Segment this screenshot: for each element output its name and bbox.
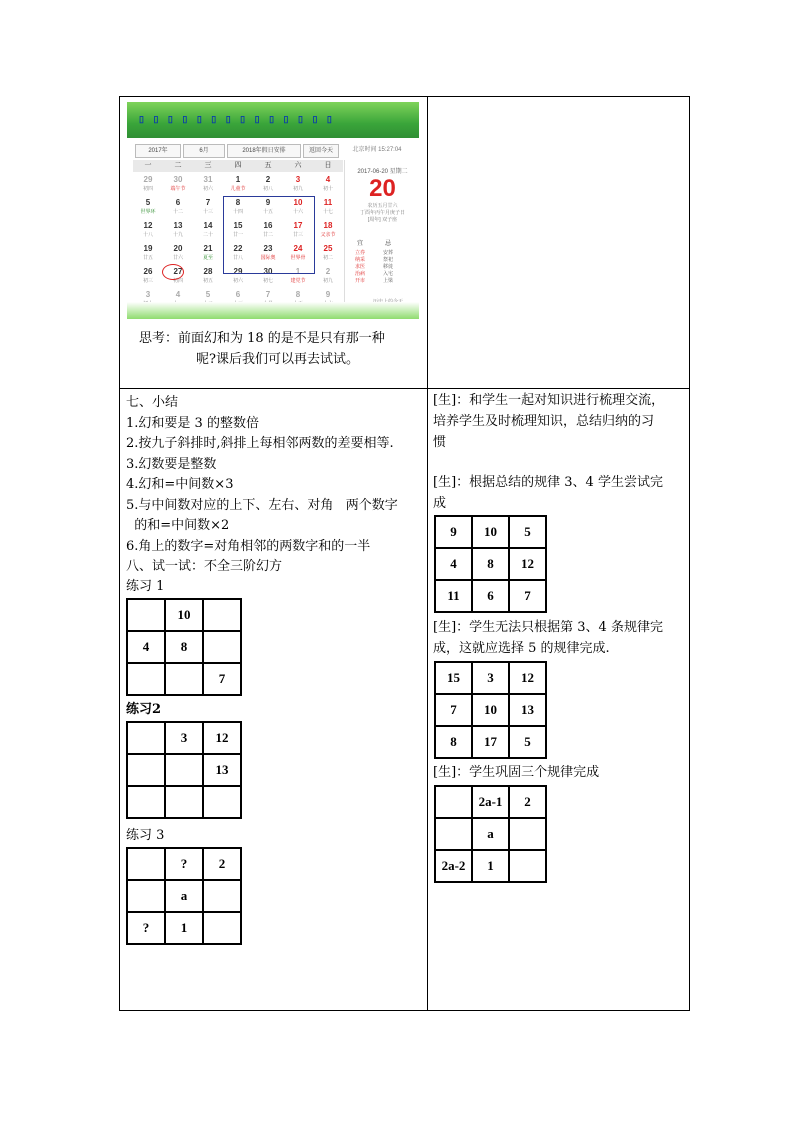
day-number: 2 [265,175,271,184]
day-lunar: 初三 [142,278,153,284]
right-p1-line2: 培养学生及时梳理知识，总结归纳的习 [433,414,655,429]
side-day: 20 [369,175,396,202]
right-p2-line2: 成 [433,496,447,511]
grid-cell [127,786,165,818]
holiday-select[interactable]: 2018年假日安排 [227,144,301,158]
solution-grid-2 [434,661,547,759]
calendar-day[interactable] [133,244,163,266]
grid-cell: 4 [435,548,472,580]
day-number: 1 [235,175,241,184]
summary-line: 5.与中间数对应的上下、左右、对角 两个数字 [126,497,398,513]
grid-row [127,754,241,786]
yi-item: 纳采 [355,257,366,263]
calendar-day[interactable] [193,244,223,266]
summary-line: 4.幻和=中间数×3 [126,477,234,492]
day-lunar: 父亲节 [320,232,336,238]
yi-item: 求医 [355,264,366,270]
calendar-day[interactable] [163,221,193,243]
calendar-day[interactable] [283,175,313,197]
grid-cell [509,818,546,850]
weekday-header: 六 [283,160,313,172]
calendar-banner [127,102,419,138]
row-divider [120,388,689,389]
calendar-day[interactable] [163,244,193,266]
grid-cell: 8 [472,548,509,580]
grid-cell: 8 [165,631,203,663]
day-number: 12 [143,221,153,230]
grid-row [435,818,546,850]
side-ganzhi: 丁酉年丙午月庚子日 [359,210,405,216]
ji-item: 上梁 [383,278,394,284]
grid-row [435,850,546,882]
selected-day-circle [162,264,184,280]
calendar-day[interactable] [133,198,163,220]
grid-cell [165,754,203,786]
summary-line: 3.幻数要是整数 [126,456,217,472]
grid-row [435,726,546,758]
grid-row [435,662,546,694]
day-lunar: 十六 [292,209,303,215]
grid-cell: ? [165,848,203,880]
ji-item: 入宅 [383,271,394,277]
calendar-day[interactable] [313,198,343,220]
day-number: 29 [233,267,243,276]
grid-row [435,548,546,580]
day-number: 18 [323,221,333,230]
day-number: 3 [295,175,301,184]
day-number: 6 [175,198,181,207]
weekday-header: 日 [313,160,343,172]
month-select[interactable]: 6月 [183,144,225,158]
grid-cell: 11 [435,580,472,612]
day-lunar: 十二 [172,209,183,215]
day-number: 2 [325,267,331,276]
grid-cell: 9 [435,516,472,548]
day-number: 26 [143,267,153,276]
grid-cell: 2 [509,786,546,818]
grid-cell [435,818,472,850]
grid-cell: 3 [472,662,509,694]
summary-line: 6.角上的数字=对角相邻的两数字和的一半 [126,538,371,554]
day-number: 27 [173,267,183,276]
calendar-day[interactable] [193,267,223,289]
grid-cell [127,880,165,912]
think-line-1: 思考：前面幻和为 18 的是不是只有那一种 [139,331,385,346]
day-lunar: 十三 [202,209,213,215]
right-p3-line1: [生]：学生无法只根据第 3、4 条规律完 [433,620,663,635]
grid-row [127,599,241,631]
day-lunar: 国际奥 [260,255,276,261]
day-number: 31 [203,175,213,184]
grid-cell: 12 [203,722,241,754]
grid-cell: 10 [165,599,203,631]
right-p1-line1: [生]：和学生一起对知识进行梳理交流， [433,393,665,408]
day-lunar: 廿三 [292,232,303,238]
day-lunar: 廿八 [232,255,243,261]
think-line-2: 呢?课后我们可以再去试试。 [196,352,359,367]
grid-cell: 2a-2 [435,850,472,882]
grid-cell: 6 [472,580,509,612]
day-number: 23 [263,244,273,253]
lesson-table [119,96,690,1011]
grid-cell: 15 [435,662,472,694]
day-lunar: 廿二 [262,232,273,238]
day-lunar: 世界环 [140,209,156,215]
day-lunar: 廿一 [232,232,243,238]
year-select[interactable]: 2017年 [135,144,181,158]
calendar-day[interactable] [163,175,193,197]
day-lunar: 初二 [322,255,333,261]
grid-cell [203,912,241,944]
weekday-header: 一 [133,160,163,172]
grid-cell: 13 [203,754,241,786]
grid-cell: a [472,818,509,850]
grid-cell [509,850,546,882]
exercise-1-label: 练习 1 [126,579,165,594]
summary-line: 八、试一试：不全三阶幻方 [126,559,283,574]
grid-row [127,786,241,818]
yi-item: 开市 [355,278,366,284]
grid-cell: 4 [127,631,165,663]
day-lunar: 十五 [262,209,273,215]
grid-row [127,880,241,912]
weekday-header: 二 [163,160,193,172]
calendar-day[interactable] [313,267,343,289]
grid-cell: 7 [509,580,546,612]
column-divider [427,97,428,1010]
yi-item: 治病 [355,271,366,277]
grid-cell: 12 [509,662,546,694]
day-lunar: 廿六 [172,255,183,261]
calendar-day[interactable] [133,175,163,197]
calendar-day[interactable] [253,175,283,197]
grid-cell [127,663,165,695]
exercise-2-label: 练习2 [126,702,162,717]
grid-cell: 17 [472,726,509,758]
day-lunar: 端午节 [170,186,186,192]
weekday-header: 五 [253,160,283,172]
grid-row [127,631,241,663]
day-number: 30 [173,175,183,184]
exercise-1-grid [126,598,242,696]
solution-grid-3 [434,785,547,883]
day-number: 22 [233,244,243,253]
day-number: 8 [235,198,241,207]
day-number: 1 [295,267,301,276]
day-lunar: 世界骨 [290,255,306,261]
day-lunar: 十九 [172,232,183,238]
grid-cell: 7 [203,663,241,695]
grid-cell: 5 [509,516,546,548]
calendar-day[interactable] [163,198,193,220]
grid-row [435,580,546,612]
day-lunar: 初四 [172,278,183,284]
day-number: 3 [145,290,151,299]
day-lunar: 初七 [262,278,273,284]
day-lunar: 十四 [232,209,243,215]
day-lunar: 初九 [292,186,303,192]
calendar-day[interactable] [313,175,343,197]
day-number: 17 [293,221,303,230]
week-highlight [223,196,315,274]
grid-cell [203,880,241,912]
summary-line: 1.幻和要是 3 的整数倍 [126,415,259,431]
grid-row [127,912,241,944]
solution-grid-1 [434,515,547,613]
calendar-day[interactable] [133,267,163,289]
calendar-screenshot [127,102,419,319]
day-lunar: 初八 [262,186,273,192]
grid-cell: ? [127,912,165,944]
grid-cell [203,631,241,663]
grid-cell [127,599,165,631]
banner-text: ▯ ▯ ▯ ▯ ▯ ▯ ▯ ▯ ▯ ▯ ▯ ▯ ▯ ▯ [139,114,336,124]
right-p1-line3: 惯 [433,435,447,450]
summary-line: 的和=中间数×2 [126,518,230,533]
day-number: 4 [325,175,331,184]
day-number: 14 [203,221,213,230]
day-number: 24 [293,244,303,253]
exercise-2-grid [126,721,242,819]
grid-cell: 8 [435,726,472,758]
grid-cell: 1 [472,850,509,882]
day-number: 13 [173,221,183,230]
exercise-3-label: 练习 3 [126,828,165,843]
right-p3-line2: 成，这就应选择 5 的规律完成. [433,641,610,656]
day-number: 30 [263,267,273,276]
calendar-day[interactable] [223,175,253,197]
day-lunar: 十七 [322,209,333,215]
day-lunar: 廿五 [142,255,153,261]
day-number: 20 [173,244,183,253]
day-lunar: 初四 [142,186,153,192]
calendar-day[interactable] [313,221,343,243]
weekday-header: 三 [193,160,223,172]
ji-item: 安葬 [383,250,394,256]
grid-cell [435,786,472,818]
day-number: 9 [325,290,331,299]
day-number: 21 [203,244,213,253]
ji-label: 忌 [385,241,392,247]
day-number: 19 [143,244,153,253]
day-number: 9 [265,198,271,207]
grid-cell: 13 [509,694,546,726]
grid-cell [203,599,241,631]
summary-line: 七、小结 [126,395,179,410]
grid-cell: a [165,880,203,912]
grid-cell [165,786,203,818]
day-lunar: 建党节 [290,278,306,284]
grid-cell [127,754,165,786]
grid-row [435,786,546,818]
grid-cell [127,848,165,880]
grid-cell: 1 [165,912,203,944]
day-lunar: 初六 [232,278,243,284]
grid-cell: 12 [509,548,546,580]
grid-cell: 3 [165,722,203,754]
day-number: 28 [203,267,213,276]
grid-cell [165,663,203,695]
grid-cell: 7 [435,694,472,726]
grid-row [127,663,241,695]
day-number: 10 [293,198,303,207]
yi-label: 宜 [357,241,364,247]
yi-item: 立券 [355,250,366,256]
day-number: 7 [265,290,271,299]
ji-item: 移徙 [383,264,394,270]
day-lunar: 夏至 [202,255,213,261]
side-extra: [周年] 双子座 [367,217,398,223]
grid-row [127,722,241,754]
day-number: 7 [205,198,211,207]
day-lunar: 初五 [202,278,213,284]
grid-cell [127,722,165,754]
day-lunar: 二十 [202,232,213,238]
calendar-day[interactable] [193,198,223,220]
day-lunar: 十八 [142,232,153,238]
day-number: 6 [235,290,241,299]
grid-row [435,694,546,726]
day-number: 16 [263,221,273,230]
exercise-3-grid [126,847,242,945]
ji-item: 祭祀 [383,257,394,263]
day-number: 4 [175,290,181,299]
day-number: 5 [145,198,151,207]
grid-cell: 5 [509,726,546,758]
calendar-side-panel [344,160,419,319]
grid-row [435,516,546,548]
calendar-day[interactable] [133,221,163,243]
calendar-day[interactable] [193,175,223,197]
grid-cell: 10 [472,516,509,548]
weekday-header: 四 [223,160,253,172]
grid-cell: 2a-1 [472,786,509,818]
today-button[interactable]: 返回今天 [303,144,339,158]
grid-row [127,848,241,880]
day-lunar: 儿童节 [230,186,246,192]
calendar-day[interactable] [193,221,223,243]
day-lunar: 初十 [322,186,333,192]
right-p2-line1: [生]：根据总结的规律 3、4 学生尝试完 [433,475,663,490]
grid-cell: 2 [203,848,241,880]
side-lunar: 农历五月廿六 [367,203,398,209]
day-number: 25 [323,244,333,253]
side-date: 2017-06-20 星期二 [357,169,408,175]
beijing-time: 北京时间 15:27:04 [352,147,402,153]
calendar-footer-band [127,302,419,319]
right-p4-line1: [生]：学生巩固三个规律完成 [433,765,600,780]
day-number: 5 [205,290,211,299]
grid-cell [203,786,241,818]
day-number: 15 [233,221,243,230]
grid-cell: 10 [472,694,509,726]
day-lunar: 初九 [322,278,333,284]
calendar-day[interactable] [313,244,343,266]
day-number: 11 [323,198,333,207]
day-number: 29 [143,175,153,184]
day-lunar: 初六 [202,186,213,192]
summary-line: 2.按九子斜排时,斜排上每相邻两数的差要相等. [126,436,394,451]
day-number: 8 [295,290,301,299]
